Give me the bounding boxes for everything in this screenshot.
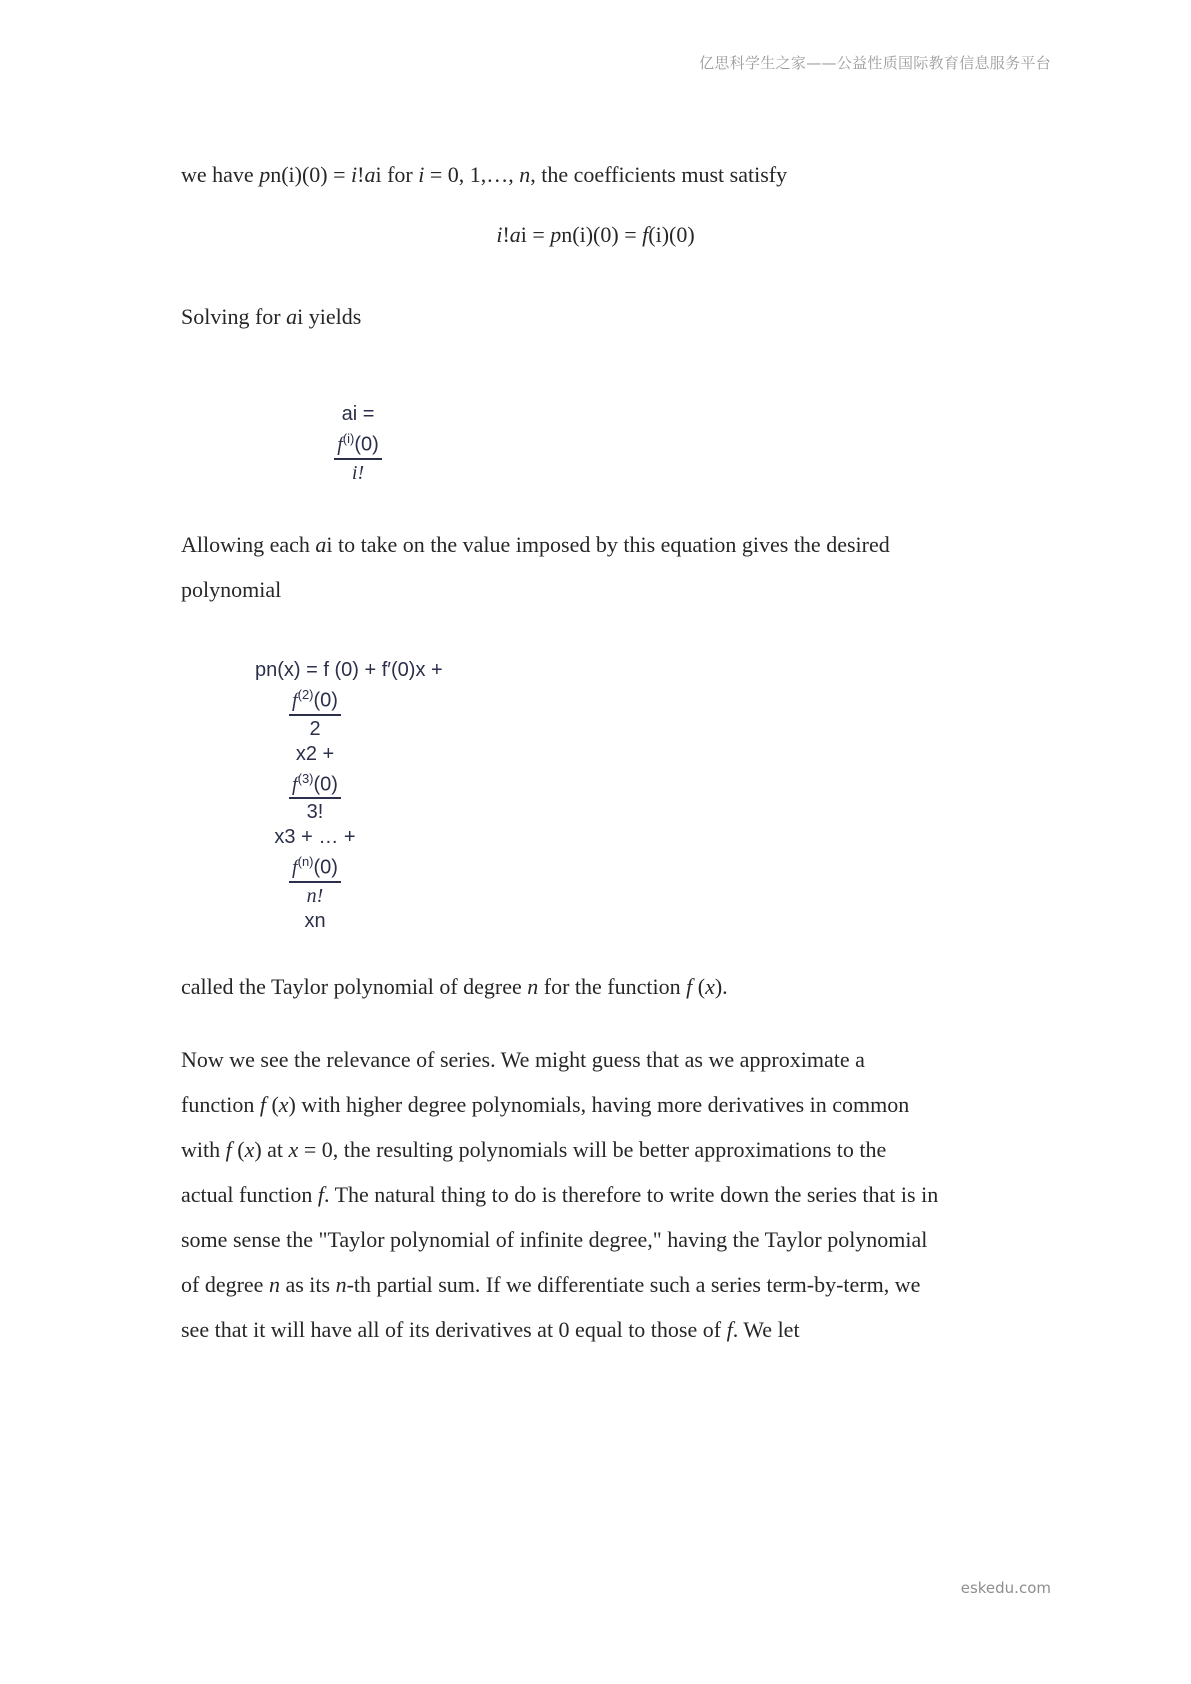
math-var: f [292, 773, 298, 796]
paragraph-taylor-called [181, 964, 1031, 1009]
text: i yields [297, 304, 362, 329]
fraction [289, 682, 341, 742]
term-n [255, 849, 375, 933]
fraction-numerator [289, 682, 341, 716]
math-var: f [686, 974, 693, 999]
superscript: (n) [297, 854, 314, 870]
text: . We let [732, 1317, 800, 1342]
math-var: x [705, 974, 715, 999]
text: of degree [181, 1272, 269, 1297]
paragraph-relevance-of-series [181, 1037, 1031, 1352]
text: (i)(0) [648, 222, 695, 247]
text: called the Taylor polynomial of degree [181, 974, 528, 999]
text: (0) [313, 856, 338, 879]
text: with [181, 1137, 226, 1162]
fraction [289, 766, 341, 826]
term-3 [255, 766, 375, 850]
math-var: f [726, 1317, 733, 1342]
math-var: n [519, 162, 531, 187]
site-footer-url: eskedu.com [960, 1579, 1051, 1597]
math-var: f [292, 856, 298, 879]
fraction-denominator: 3! [306, 801, 324, 824]
text: ( [265, 1092, 279, 1117]
fraction-numerator [289, 849, 341, 883]
math-var: f [292, 689, 298, 712]
term-2 [255, 682, 375, 766]
eq-lhs: ai = [341, 403, 375, 425]
fraction-denominator: n! [306, 884, 324, 907]
text: actual function [181, 1182, 318, 1207]
paragraph-coefficients [181, 152, 1031, 197]
site-header-title: 亿思科学生之家——公益性质国际教育信息服务平台 [699, 54, 1051, 72]
math-var: n [268, 1272, 280, 1297]
text: Solving for [181, 304, 287, 329]
text: (0) [313, 773, 338, 796]
text: polynomial [181, 577, 282, 602]
text: xn [304, 909, 326, 932]
text: n(i)(0) = [561, 222, 643, 247]
math-var: x [288, 1137, 299, 1162]
math-var: i [351, 162, 358, 187]
fraction [334, 426, 382, 486]
text: = 0, the resulting polynomials will be better approximations to the [298, 1137, 887, 1162]
text: i to take on the value imposed by this equation gives the desired [326, 532, 890, 557]
math-var: p [259, 162, 271, 187]
text: ( [231, 1137, 245, 1162]
fraction-numerator [334, 426, 382, 460]
math-var: a [364, 162, 376, 187]
text: -th partial sum. If we differentiate such a series term-by-term, we [346, 1272, 921, 1297]
math-var: a [315, 532, 327, 557]
text: Now we see the relevance of series. We might guess that as we approximate a [181, 1047, 865, 1072]
fraction-denominator: i! [351, 461, 365, 484]
text: some sense the "Taylor polynomial of infinite degree," having the Taylor polynomial [181, 1227, 928, 1252]
math-var: f [225, 1137, 232, 1162]
text: (0) [313, 689, 338, 712]
math-var: f [642, 222, 649, 247]
superscript: (3) [297, 770, 314, 786]
text: . The natural thing to do is therefore to write down the series that is in [323, 1182, 939, 1207]
text: (0) [354, 433, 379, 456]
paragraph-solving [181, 294, 1031, 339]
math-var: n [527, 974, 539, 999]
text: for the function [538, 974, 687, 999]
math-var: f [317, 1182, 324, 1207]
equation-coefficients [0, 222, 1191, 248]
text: ) at [254, 1137, 289, 1162]
math-var: f [259, 1092, 266, 1117]
text: we have [181, 162, 260, 187]
fraction-numerator [289, 766, 341, 800]
math-var: x [244, 1137, 255, 1162]
text: ! [502, 222, 510, 247]
superscript: (i) [342, 431, 355, 446]
text: i for [375, 162, 419, 187]
math-var: p [550, 222, 562, 247]
math-var: i [418, 162, 425, 187]
text: ) with higher degree polynomials, having more derivatives in common [288, 1092, 910, 1117]
math-var: i [496, 222, 503, 247]
text: , the coefficients must satisfy [530, 162, 788, 187]
text: see that it will have all of its derivatives at 0 equal to those of [181, 1317, 727, 1342]
eq-line1: pn(x) = f (0) + f′(0)x + [255, 659, 443, 681]
text: i = [520, 222, 551, 247]
text: x2 + [295, 742, 335, 765]
text: as its [279, 1272, 336, 1297]
math-var: a [286, 304, 298, 329]
text: = 0, 1,…, [424, 162, 520, 187]
text: Allowing each [181, 532, 316, 557]
math-var: f [337, 433, 343, 456]
equation-image-ai [318, 402, 398, 486]
superscript: (2) [297, 687, 314, 702]
text: ( [692, 974, 706, 999]
math-var: x [278, 1092, 289, 1117]
text: function [181, 1092, 260, 1117]
text: ). [714, 974, 728, 999]
equation-image-taylor-polynomial [255, 658, 475, 933]
math-var: n [335, 1272, 347, 1297]
text: x3 + … + [274, 826, 356, 849]
paragraph-allowing [181, 522, 1031, 612]
fraction-denominator: 2 [309, 717, 321, 740]
fraction [289, 849, 341, 909]
text: ! [357, 162, 365, 187]
math-var: a [509, 222, 521, 247]
text: n(i)(0) = [270, 162, 352, 187]
